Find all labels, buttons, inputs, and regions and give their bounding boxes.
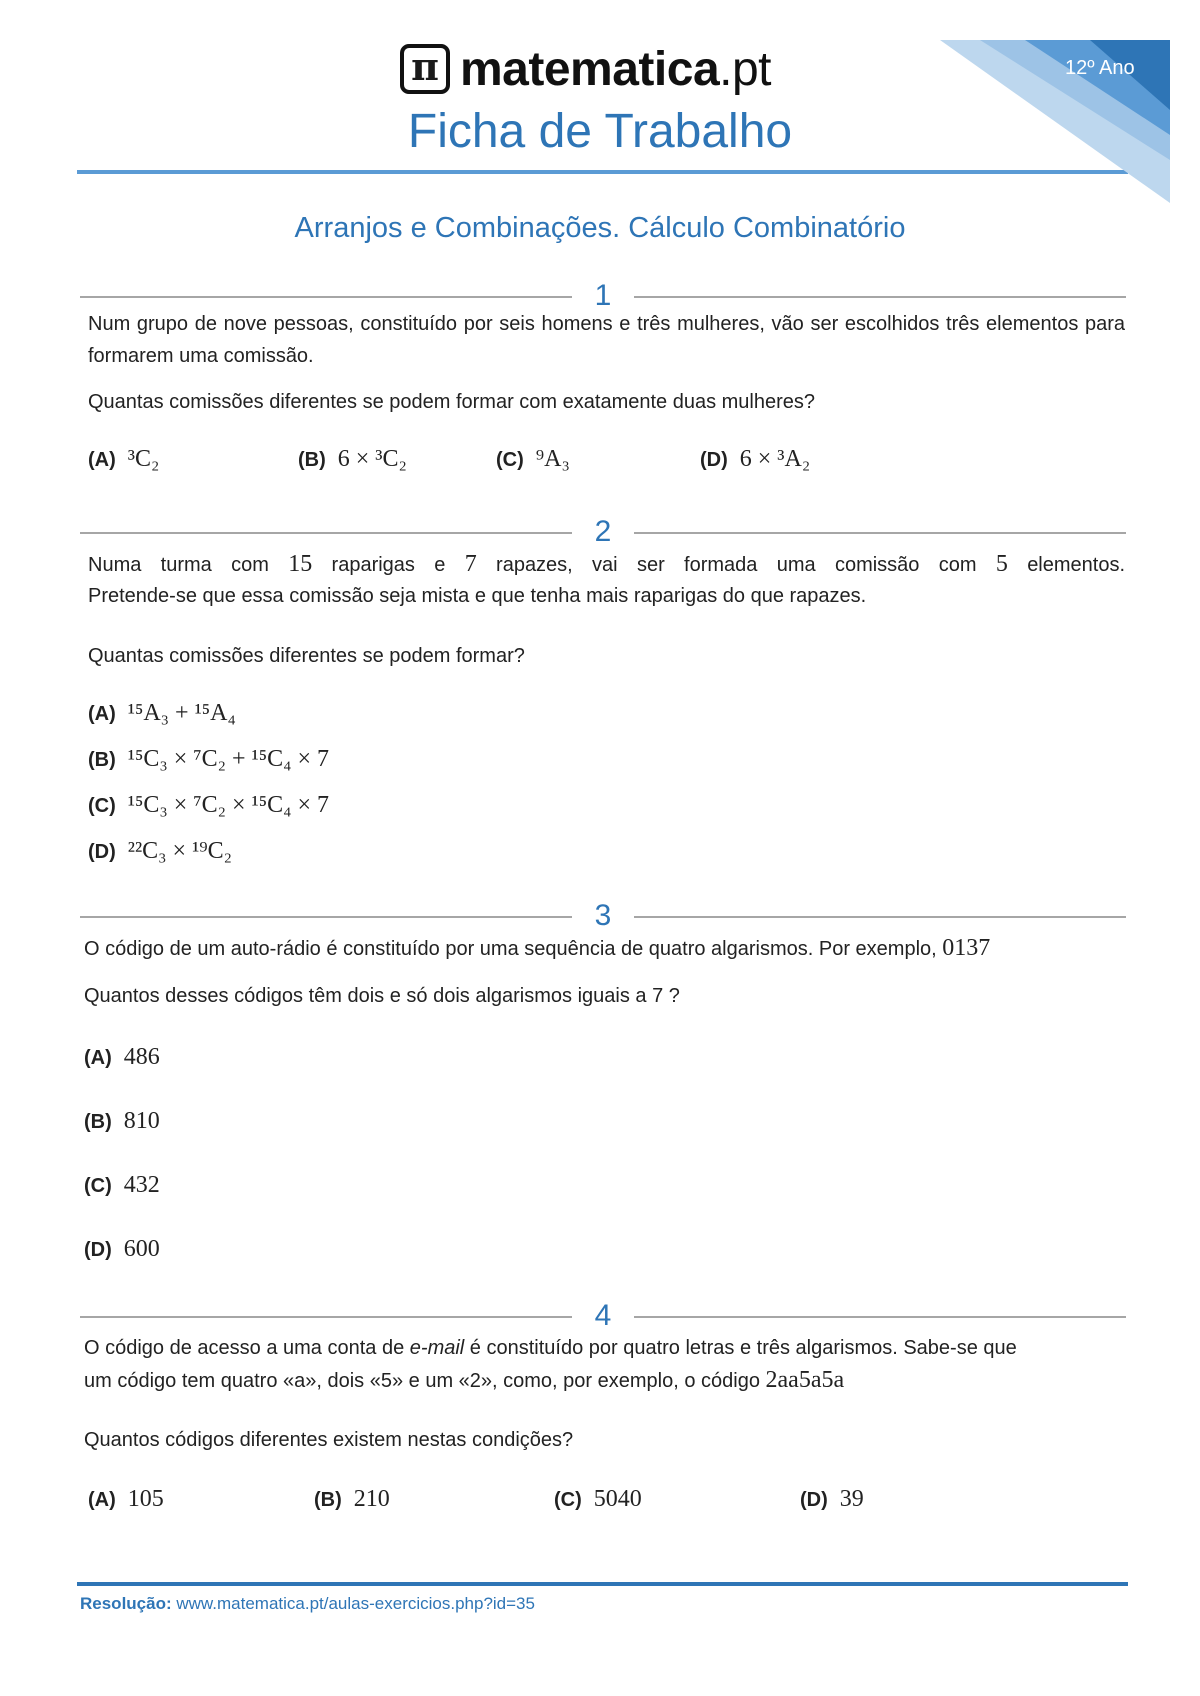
divider-line	[80, 532, 572, 534]
option-value: 39	[839, 1486, 864, 1512]
divider-line	[80, 1316, 572, 1318]
option-label: (D)	[700, 449, 728, 471]
footer-label: Resolução:	[80, 1594, 172, 1613]
site-logo	[400, 38, 771, 100]
option-label: (D)	[84, 1239, 112, 1261]
answer-option[interactable]	[84, 1236, 160, 1263]
question-text-line2: Pretende-se que essa comissão seja mista e que tenha mais raparigas do que rapazes.	[88, 585, 867, 607]
option-value: ²²C₃ × ¹⁹C₂	[127, 838, 233, 864]
question-number: 4	[594, 1299, 612, 1332]
code-example: 2aa5a5a	[765, 1367, 845, 1393]
boys-count: 7	[464, 551, 477, 577]
option-value: ³C₂	[127, 446, 160, 472]
option-label: (C)	[84, 1175, 112, 1197]
divider-line	[634, 296, 1126, 298]
question-prompt: Quantas comissões diferentes se podem formar com exatamente duas mulheres?	[88, 391, 816, 413]
question-prompt: Quantos códigos diferentes existem nestas condições?	[84, 1429, 574, 1451]
question-prompt: Quantas comissões diferentes se podem formar?	[88, 645, 525, 667]
option-label: (B)	[298, 449, 326, 471]
answer-option[interactable]	[88, 746, 329, 773]
question-header	[80, 896, 1126, 936]
option-label: (B)	[88, 749, 116, 771]
option-label: (B)	[314, 1489, 342, 1511]
answer-option[interactable]	[88, 446, 159, 473]
question-number: 3	[594, 899, 612, 932]
document-title: Ficha de Trabalho	[407, 105, 793, 158]
option-label: (D)	[88, 841, 116, 863]
divider-line	[634, 1316, 1126, 1318]
question-number: 1	[594, 279, 612, 312]
option-label: (A)	[88, 703, 116, 725]
option-label: (A)	[88, 1489, 116, 1511]
question-text: O código de um auto-rádio é constituído por uma sequência de quatro algarismos. Por exemplo, 0137	[84, 935, 991, 961]
answer-option[interactable]	[554, 1486, 642, 1513]
option-value: 432	[123, 1172, 160, 1198]
footer	[80, 1594, 535, 1614]
question-text: O código de acesso a uma conta de e-mail é constituído por quatro letras e três algarismos. Sabe-se que	[84, 1337, 1017, 1359]
option-label: (A)	[88, 449, 116, 471]
question-header	[80, 512, 1126, 552]
divider-line	[634, 916, 1126, 918]
answer-option[interactable]	[700, 446, 810, 473]
divider-line	[634, 532, 1126, 534]
corner-ribbon-decoration	[940, 40, 1170, 203]
divider-line	[80, 296, 572, 298]
question-text: Numa turma com 15 raparigas e 7 rapazes, vai ser formada uma comissão com 5 elementos.	[88, 551, 1126, 577]
option-value: ¹⁵C₃ × ⁷C₂ × ¹⁵C₄ × 7	[127, 792, 329, 818]
option-value: 810	[123, 1108, 160, 1134]
girls-count: 15	[288, 551, 313, 577]
question-prompt: Quantos desses códigos têm dois e só dois algarismos iguais a 7 ?	[84, 985, 680, 1007]
option-label: (A)	[84, 1047, 112, 1069]
option-value: 486	[123, 1044, 160, 1070]
option-value: 210	[353, 1486, 390, 1512]
answer-option[interactable]	[88, 1486, 164, 1513]
brand-name: matematica.pt	[460, 42, 772, 96]
code-example: 0137	[942, 935, 991, 961]
answer-option[interactable]	[314, 1486, 390, 1513]
option-label: (C)	[88, 795, 116, 817]
option-value: 6 × ³A₂	[739, 446, 811, 472]
question-header	[80, 1296, 1126, 1336]
question-text: Num grupo de nove pessoas, constituído por seis homens e três mulheres, vão ser escolhidos três elementos para formarem uma comissão.	[88, 313, 1125, 367]
footer-divider	[77, 1582, 1128, 1586]
answer-option[interactable]	[800, 1486, 864, 1513]
answer-option[interactable]	[88, 838, 232, 865]
answer-option[interactable]	[496, 446, 570, 473]
option-label: (C)	[496, 449, 524, 471]
option-label: (B)	[84, 1111, 112, 1133]
question-text-line2: um código tem quatro «a», dois «5» e um «2», como, por exemplo, o código 2aa5a5a	[84, 1367, 845, 1393]
question-number: 2	[594, 515, 612, 548]
option-value: 105	[127, 1486, 164, 1512]
option-value: ¹⁵C₃ × ⁷C₂ + ¹⁵C₄ × 7	[127, 746, 329, 772]
worksheet-subtitle: Arranjos e Combinações. Cálculo Combinatório	[294, 212, 906, 244]
solution-link[interactable]: www.matematica.pt/aulas-exercicios.php?id=35	[176, 1594, 535, 1613]
option-value: 600	[123, 1236, 160, 1262]
answer-option[interactable]	[84, 1108, 160, 1135]
option-label: (C)	[554, 1489, 582, 1511]
pi-logo-icon: π	[400, 44, 450, 94]
committee-size: 5	[995, 551, 1008, 577]
grade-badge: 12º Ano	[1065, 57, 1135, 79]
option-value: ⁹A₃	[535, 446, 570, 472]
answer-option[interactable]	[84, 1172, 160, 1199]
answer-option[interactable]	[88, 700, 236, 727]
answer-option[interactable]	[84, 1044, 160, 1071]
divider-line	[80, 916, 572, 918]
answer-option[interactable]	[298, 446, 407, 473]
option-label: (D)	[800, 1489, 828, 1511]
option-value: 6 × ³C₂	[337, 446, 407, 472]
option-value: 5040	[593, 1486, 642, 1512]
option-value: ¹⁵A₃ + ¹⁵A₄	[127, 700, 236, 726]
answer-option[interactable]	[88, 792, 329, 819]
